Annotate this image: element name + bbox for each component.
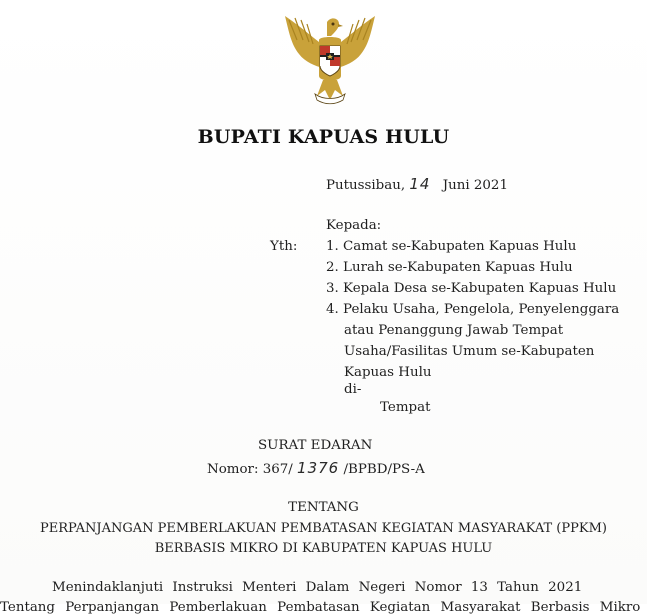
letterhead-title: BUPATI KAPUAS HULU [197,126,450,148]
circular-number-handwritten: 1376 [297,459,340,477]
recipients-tempat: Tempat [380,400,431,415]
recipient-number: 2. [326,260,339,275]
date-day-handwritten: 14 [409,175,431,193]
recipient-number: 3. [326,281,339,296]
body-paragraph-1-next-line: Tentang Perpanjangan Pemberlakuan Pembatasan Kegiatan Masyarakat Berbasis Mikro [0,600,641,615]
recipient-text: Pelaku Usaha, Pengelola, Penyelenggara [343,302,620,317]
recipient-item-4 [326,302,619,317]
body-paragraph-1: Menindaklanjuti Instruksi Menteri Dalam Negeri Nomor 13 Tahun 2021 [52,580,583,595]
recipients-kepada: Kepada: [326,218,382,233]
recipients-di: di- [344,382,362,397]
recipient-item-1 [326,239,576,254]
recipient-item-4-continuation: Kapuas Hulu [344,365,432,380]
garuda-emblem-icon [275,10,385,110]
date-month-year: Juni 2021 [442,178,508,193]
recipient-item-3 [326,281,616,296]
recipient-item-4-continuation: atau Penanggung Jawab Tempat [344,323,564,338]
circular-number-suffix: /BPBD/PS-A [343,462,425,477]
recipients-yth: Yth: [270,239,298,254]
subject-line-2: BERBASIS MIKRO DI KABUPATEN KAPUAS HULU [154,541,493,556]
recipient-number: 1. [326,239,339,254]
recipient-item-2 [326,260,573,275]
recipient-text: Lurah se-Kabupaten Kapuas Hulu [343,260,573,275]
circular-number-prefix: Nomor: 367/ [207,462,293,477]
recipient-text: Camat se-Kabupaten Kapuas Hulu [343,239,577,254]
recipient-number: 4. [326,302,339,317]
subject-tentang: TENTANG [288,500,359,515]
date-line [326,175,508,193]
circular-title: SURAT EDARAN [258,438,373,453]
body-paragraph-1-next-line-clip [0,600,647,615]
recipient-text: Kepala Desa se-Kabupaten Kapuas Hulu [343,281,617,296]
subject-line-1: PERPANJANGAN PEMBERLAKUAN PEMBATASAN KEGIATAN MASYARAKAT (PPKM) [40,521,607,536]
circular-number [207,459,425,477]
recipient-item-4-continuation: Usaha/Fasilitas Umum se-Kabupaten [344,344,595,359]
date-place: Putussibau, [326,178,406,193]
